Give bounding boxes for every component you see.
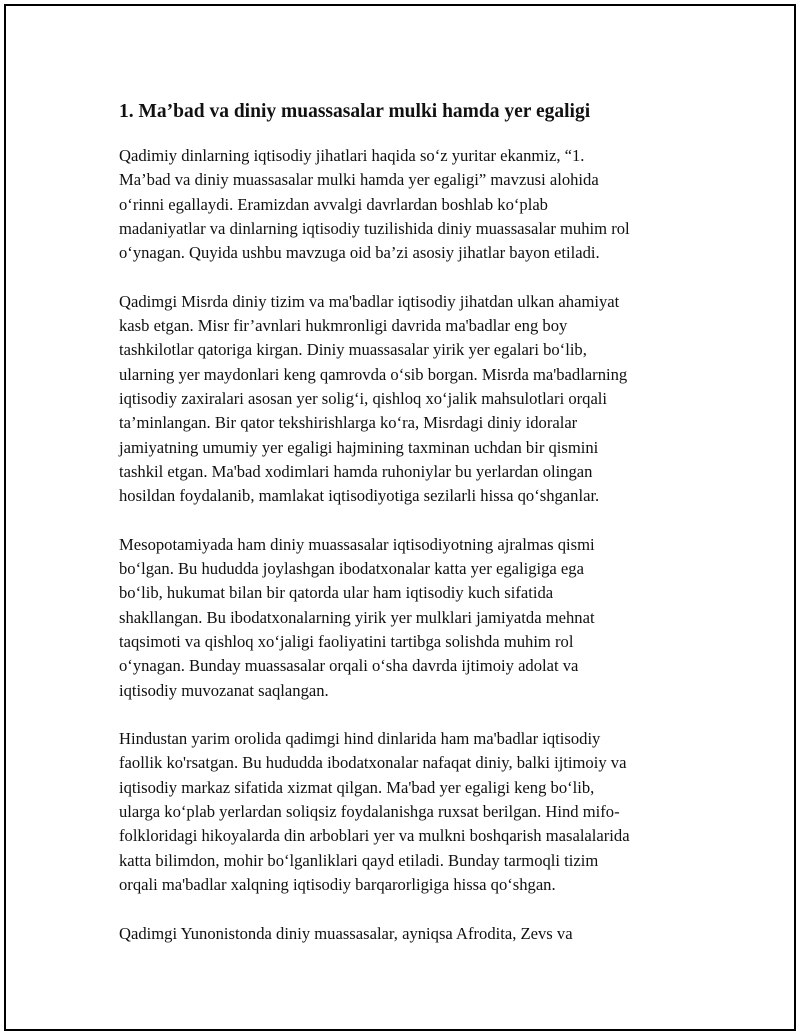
paragraph-line: iqtisodiy zaxiralari asosan yer solig‘i, qishloq xo‘jalik mahsulotlari orqali (119, 388, 608, 408)
paragraph-line: faollik ko'rsatgan. Bu hududda ibodatxonalar nafaqat diniy, balki ijtimoiy va (119, 753, 627, 773)
page-frame (4, 4, 796, 1031)
paragraph-line: Ma’bad va diniy muassasalar mulki hamda yer egaligi” mavzusi alohida (119, 170, 599, 190)
paragraph-line: o‘rinni egallaydi. Eramizdan avvalgi davrlardan boshlab ko‘plab (119, 194, 548, 214)
paragraph-line: bo‘lgan. Bu hududda joylashgan ibodatxonalar katta yer egaligiga ega (119, 559, 584, 579)
paragraph-line: iqtisodiy muvozanat saqlangan. (119, 680, 329, 700)
paragraph-line: Qadimiy dinlarning iqtisodiy jihatlari haqida so‘z yuritar ekanmiz, “1. (119, 146, 585, 165)
paragraph-line: tashkilotlar qatoriga kirgan. Diniy muassasalar yirik yer egalari bo‘lib, (119, 340, 587, 360)
document-body (119, 98, 689, 970)
paragraph (119, 144, 689, 265)
paragraph (119, 727, 689, 897)
paragraph-line: bo‘lib, hukumat bilan bir qatorda ular ham iqtisodiy kuch sifatida (119, 583, 554, 603)
paragraph-line: katta bilimdon, mohir bo‘lganliklari qayd etiladi. Bunday tarmoqli tizim (119, 850, 599, 870)
paragraph-line: o‘ynagan. Bunday muassasalar orqali o‘sha davrda ijtimoiy adolat va (119, 656, 579, 676)
paragraph-line: ularning yer maydonlari keng qamrovda o‘sib borgan. Misrda ma'badlarning (119, 364, 628, 384)
section-heading: 1. Ma’bad va diniy muassasalar mulki hamda yer egaligi (119, 101, 591, 122)
paragraph-line: iqtisodiy markaz sifatida xizmat qilgan. Ma'bad yer egaligi keng bo‘lib, (119, 777, 595, 797)
paragraph-line: taqsimoti va qishloq xo‘jaligi faoliyatini tartibga solishda muhim rol (119, 631, 574, 651)
paragraph-line: Hindustan yarim orolida qadimgi hind dinlarida ham ma'badlar iqtisodiy (119, 729, 601, 749)
paragraph-line: ularga ko‘plab yerlardan soliqsiz foydalanishga ruxsat berilgan. Hind mifo- (119, 802, 620, 822)
paragraph-line: orqali ma'badlar xalqning iqtisodiy barqarorligiga hissa qo‘shgan. (119, 874, 556, 894)
paragraph (119, 922, 689, 946)
paragraph-line: Mesopotamiyada ham diniy muassasalar iqtisodiyotning ajralmas qismi (119, 534, 595, 554)
paragraph-line: shakllangan. Bu ibodatxonalarning yirik yer mulklari jamiyatda mehnat (119, 607, 595, 627)
paragraph-line: Qadimgi Misrda diniy tizim va ma'badlar iqtisodiy jihatdan ulkan ahamiyat (119, 291, 620, 311)
paragraph (119, 290, 689, 509)
paragraph-line: kasb etgan. Misr fir’avnlari hukmronligi davrida ma'badlar eng boy (119, 316, 568, 336)
paragraph (119, 533, 689, 703)
paragraph-line: madaniyatlar va dinlarning iqtisodiy tuzilishida diniy muassasalar muhim rol (119, 218, 630, 238)
paragraph-line: folkloridagi hikoyalarda din arboblari yer va mulkni boshqarish masalalarida (119, 826, 630, 846)
paragraph-line: Qadimgi Yunonistonda diniy muassasalar, ayniqsa Afrodita, Zevs va (119, 923, 573, 943)
paragraph-line: jamiyatning umumiy yer egaligi hajmining taxminan uchdan bir qismini (119, 437, 599, 457)
paragraph-line: ta’minlangan. Bir qator tekshirishlarga ko‘ra, Misrdagi diniy idoralar (119, 413, 578, 433)
paragraph-line: o‘ynagan. Quyida ushbu mavzuga oid ba’zi asosiy jihatlar bayon etiladi. (119, 243, 600, 263)
paragraph-line: hosildan foydalanib, mamlakat iqtisodiyotiga sezilarli hissa qo‘shganlar. (119, 486, 600, 506)
paragraph-line: tashkil etgan. Ma'bad xodimlari hamda ruhoniylar bu yerlardan olingan (119, 461, 593, 481)
paragraph-list (119, 144, 689, 946)
